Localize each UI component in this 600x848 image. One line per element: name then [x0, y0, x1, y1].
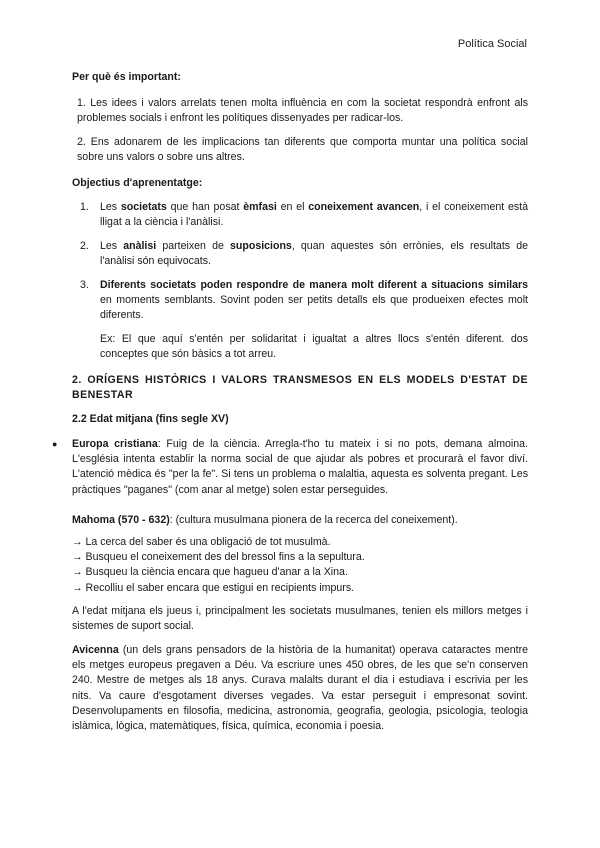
- objective-3-t1: en moments semblants. Sovint poden ser petits detalls els que produeixen efectes molt diferents.: [100, 294, 528, 322]
- avicenna-label: Avicenna: [72, 644, 119, 656]
- objective-2: [100, 239, 528, 269]
- objective-2-t2: parteixen de: [156, 240, 231, 252]
- objective-1-b3: coneixement avancen: [308, 201, 420, 213]
- europa-cristiana-paragraph: [72, 437, 528, 498]
- objective-1-b2: èmfasi: [243, 201, 277, 213]
- objective-2-t3: , quan aquestes són errònies, els resultats de l'anàlisi són equivocats.: [100, 240, 528, 268]
- europa-label: Europa cristiana: [72, 438, 158, 450]
- objective-2-t1: Les: [100, 240, 124, 252]
- bullet-icon: ●: [52, 439, 58, 449]
- objective-1-t4: , i el coneixement està lligat a la ciència i l'anàlisi.: [100, 201, 529, 229]
- objective-2-number: 2.: [80, 240, 89, 252]
- why-heading: Per què és important:: [72, 71, 181, 83]
- mahoma-paragraph: [72, 513, 528, 528]
- avicenna-text: (un dels grans pensadors de la història de la humanitat) operava cataractes mentre els metges europeus pregaven a Déu. Va escriure unes 450 obres, de les que se'n conserven 240. Mestre de metges als 18 anys. Curava malalts durant el dia i estudiava i escrivia per les nits. Va caure d'esgotament diverses vegades. Va estar perseguit i empresonat sovint. Desenvolupaments en filosofia, medicina, astronomia, geografia, geologia, psicologia, teologia islàmica, lògica, matemàtiques, física, química, economia i poesia.: [72, 644, 528, 733]
- page-header-title: Política Social: [457, 38, 527, 50]
- objective-2-b2: suposicions: [230, 240, 292, 252]
- mahoma-saying: → Busqueu el coneixement des del bressol fins a la sepultura.: [72, 551, 365, 564]
- mahoma-text: : (cultura musulmana pionera de la recerca del coneixement).: [169, 514, 458, 526]
- mahoma-sayings-list: [72, 535, 528, 596]
- objective-1-t3: en el: [276, 201, 309, 213]
- objective-3-number: 3.: [80, 279, 89, 291]
- section-2-2-heading: 2.2 Edat mitjana (fins segle XV): [72, 413, 229, 425]
- objective-example: Ex: El que aquí s'entén per solidaritat i igualtat a altres llocs s'entén diferent. dos conceptes que són bàsics a tot arreu.: [100, 333, 528, 361]
- mahoma-saying: → La cerca del saber és una obligació de tot musulmà.: [72, 536, 331, 548]
- avicenna-paragraph: [72, 643, 528, 734]
- objective-3: [100, 278, 528, 324]
- objectives-heading: Objectius d'aprenentatge:: [72, 177, 203, 189]
- section-2-heading: 2. ORÍGENS HISTÒRICS I VALORS TRANSMESOS EN ELS MODELS D'ESTAT DE BENESTAR: [72, 374, 528, 402]
- mahoma-saying: → Busqueu la ciència encara que hagueu d'anar a la Xina.: [72, 566, 348, 579]
- objective-1-b1: societats: [120, 201, 167, 213]
- objective-2-b1: anàlisi: [123, 240, 157, 252]
- mahoma-saying: → Recolliu el saber encara que estigui en recipients impurs.: [72, 581, 355, 594]
- objective-1: [100, 200, 528, 230]
- mahoma-label: Mahoma (570 - 632): [72, 514, 170, 526]
- objective-3-b1: Diferents societats poden respondre de manera molt diferent a situacions similars: [100, 279, 528, 291]
- jews-paragraph: A l'edat mitjana els jueus i, principalment les societats musulmanes, tenien els millors metges i sistemes de suport social.: [72, 605, 528, 633]
- why-point-2: 2. Ens adonarem de les implicacions tan diferents que comporta muntar una política social sobre uns valors o sobre uns altres.: [77, 136, 528, 164]
- objective-1-t1: Les: [100, 201, 121, 213]
- why-point-1: 1. Les idees i valors arrelats tenen molta influència en com la societat respondrà enfront als problemes socials i enfront les polítiques dissenyades per radicar-los.: [77, 97, 528, 125]
- europa-text: : Fuig de la ciència. Arregla-t'ho tu mateix i si no pots, demana almoina. L'església intenta establir la norma social de que ajudar als pobres et procurarà el favor diví. L'atenció mèdica és "per la fe". Si tens un problema o malaltia, aquesta es solventa pregant. Les pràctiques "paganes" (com anar al metge) solen estar perseguides.: [72, 438, 528, 496]
- objective-1-number: 1.: [80, 201, 89, 213]
- objective-1-t2: que han posat: [166, 201, 244, 213]
